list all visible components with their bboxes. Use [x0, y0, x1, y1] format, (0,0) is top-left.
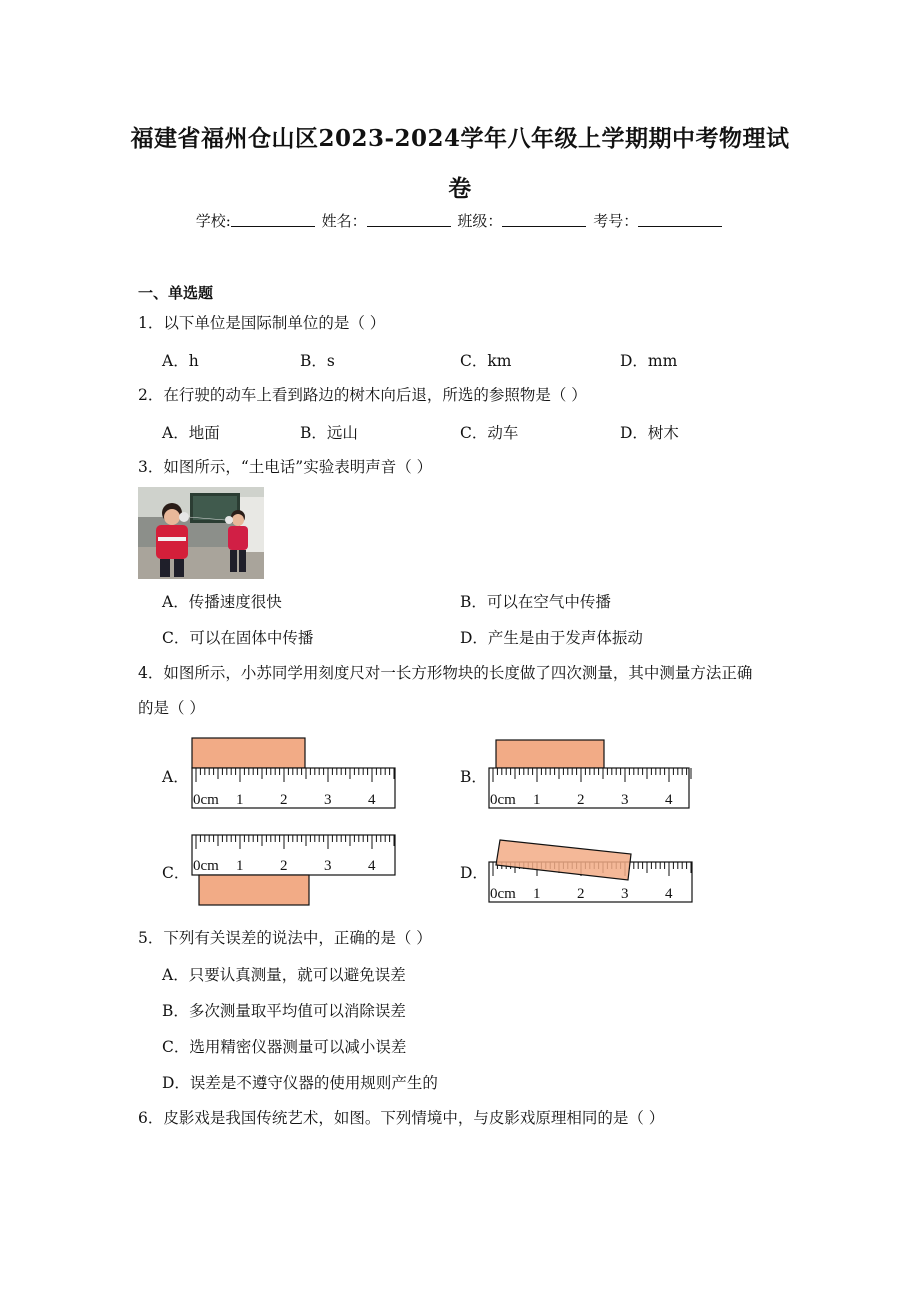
page-title: 福建省福州仓山区2023-2024学年八年级上学期期中考物理试	[130, 125, 790, 152]
ruler-diagram-b	[482, 734, 702, 812]
class-label: 班级：	[457, 212, 503, 230]
page-title-continued: 卷	[448, 175, 472, 202]
ruler-diagram-c	[185, 832, 405, 910]
q2-option-b[interactable]: B．远山	[300, 424, 358, 442]
ruler-label: 1	[236, 858, 244, 874]
q4-option-c[interactable]: C．	[162, 864, 190, 882]
question-2-stem: 2．在行驶的动车上看到路边的树木向后退，所选的参照物是（ ）	[138, 386, 587, 404]
name-blank[interactable]	[367, 212, 451, 227]
q4-option-a[interactable]: A．	[162, 768, 189, 786]
q3-option-c[interactable]: C．可以在固体中传播	[162, 629, 314, 647]
ruler-label: 3	[621, 886, 629, 902]
block-a	[192, 738, 305, 768]
q3-option-d[interactable]: D．产生是由于发声体振动	[460, 629, 643, 647]
school-blank[interactable]	[231, 212, 315, 227]
q3-option-a[interactable]: A．传播速度很快	[162, 593, 282, 611]
ruler-label: 1	[533, 792, 541, 808]
q5-option-a[interactable]: A．只要认真测量，就可以避免误差	[162, 966, 406, 984]
ruler-label: 0cm	[490, 792, 516, 808]
q1-option-d[interactable]: D．mm	[620, 352, 678, 370]
ruler-label: 2	[577, 886, 585, 902]
classroom-photo-illustration	[138, 487, 264, 579]
question-4-stem-line2: 的是（ ）	[138, 699, 205, 717]
q2-option-c[interactable]: C．动车	[460, 424, 519, 442]
q2-option-a[interactable]: A．地面	[162, 424, 220, 442]
section-heading: 一、单选题	[138, 284, 214, 302]
block-b	[496, 740, 604, 768]
ruler-diagram-a	[185, 734, 405, 812]
name-label: 姓名：	[321, 212, 367, 230]
class-blank[interactable]	[502, 212, 586, 227]
question-4-stem-line1: 4．如图所示，小苏同学用刻度尺对一长方形物块的长度做了四次测量，其中测量方法正确	[138, 664, 753, 682]
ruler-label: 2	[280, 858, 288, 874]
exam-number-blank[interactable]	[638, 212, 722, 227]
ruler-label: 3	[324, 858, 332, 874]
q5-option-b[interactable]: B．多次测量取平均值可以消除误差	[162, 1002, 406, 1020]
tin-can-telephone-photo	[138, 487, 264, 579]
q1-option-a[interactable]: A．h	[162, 352, 199, 370]
q5-option-c[interactable]: C．选用精密仪器测量可以减小误差	[162, 1038, 407, 1056]
question-5-stem: 5．下列有关误差的说法中，正确的是（ ）	[138, 929, 432, 947]
q4-option-d[interactable]: D．	[460, 864, 488, 882]
ruler-label: 2	[280, 792, 288, 808]
ruler-label: 2	[577, 792, 585, 808]
q3-option-b[interactable]: B．可以在空气中传播	[460, 593, 611, 611]
ruler-label: 1	[236, 792, 244, 808]
ruler-label: 0cm	[490, 886, 516, 902]
question-3-stem: 3．如图所示，“土电话”实验表明声音（ ）	[138, 458, 433, 476]
q2-option-d[interactable]: D．树木	[620, 424, 679, 442]
question-1-stem: 1．以下单位是国际制单位的是（ ）	[138, 314, 386, 332]
exam-number-label: 考号：	[593, 212, 639, 230]
q5-option-d[interactable]: D．误差是不遵守仪器的使用规则产生的	[162, 1074, 438, 1092]
school-label: 学校:	[195, 212, 231, 230]
block-c	[199, 875, 309, 905]
ruler-label: 3	[324, 792, 332, 808]
question-6-stem: 6．皮影戏是我国传统艺术，如图。下列情境中，与皮影戏原理相同的是（ ）	[138, 1109, 665, 1127]
ruler-label: 4	[665, 792, 673, 808]
ruler-label: 1	[533, 886, 541, 902]
student-info-row	[0, 210, 920, 231]
ruler-label: 4	[368, 792, 376, 808]
ruler-label: 4	[665, 886, 673, 902]
ruler-label: 0cm	[193, 792, 219, 808]
ruler-label: 4	[368, 858, 376, 874]
q1-option-c[interactable]: C．km	[460, 352, 512, 370]
q4-option-b[interactable]: B．	[460, 768, 487, 786]
ruler-label: 3	[621, 792, 629, 808]
q1-option-b[interactable]: B．s	[300, 352, 335, 370]
ruler-diagram-d	[482, 832, 702, 910]
ruler-label: 0cm	[193, 858, 219, 874]
